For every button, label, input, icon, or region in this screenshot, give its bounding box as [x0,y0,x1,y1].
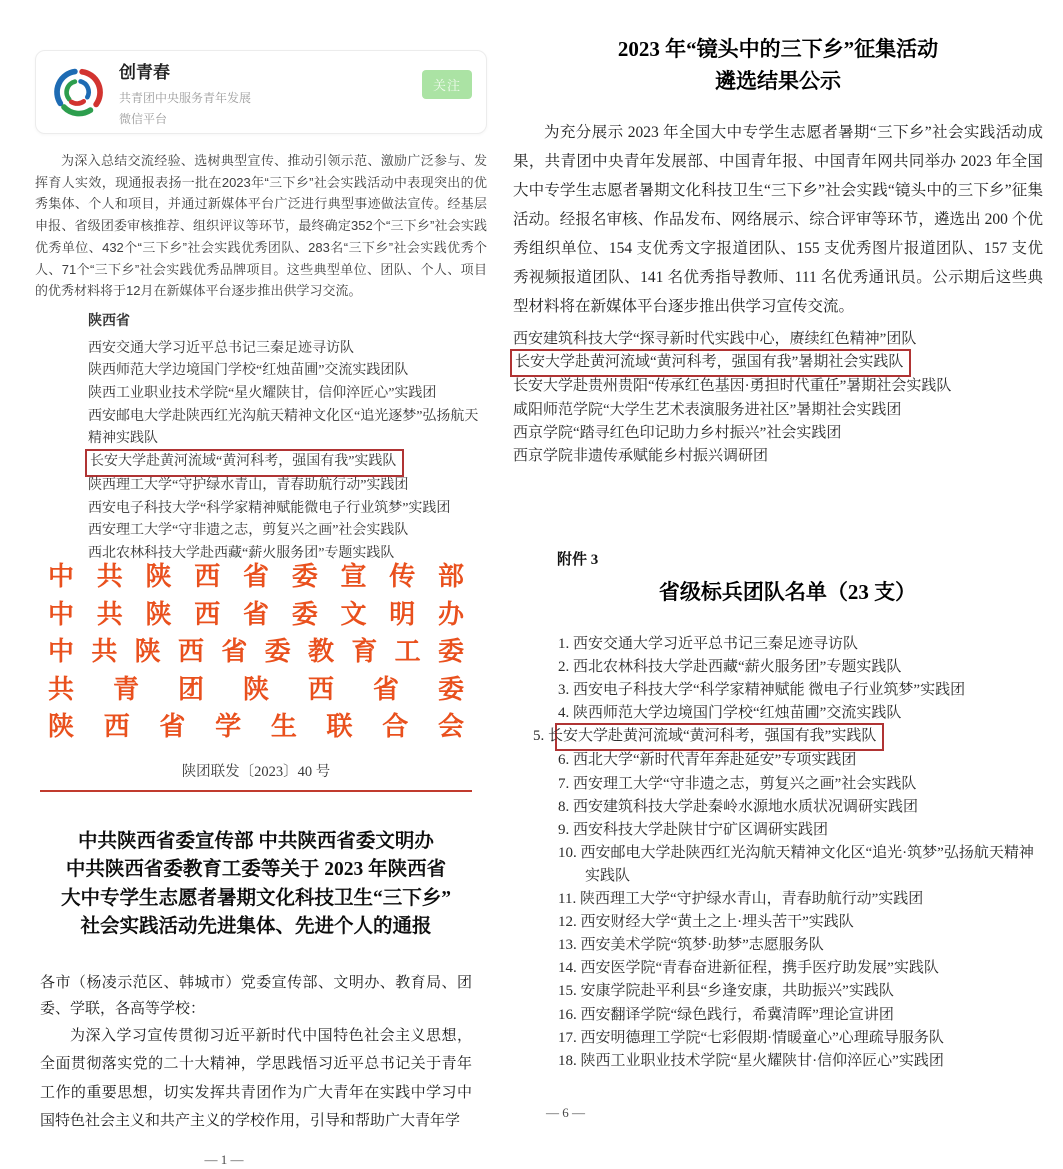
document-title-line: 中共陕西省委宣传部 中共陕西省委文明办 [78,830,434,852]
annex-title: 省级标兵团队名单（23 支） [658,580,917,604]
highlight-box: 长安大学赴黄河流域“黄河科考，强国有我”暑期社会实践队 [510,349,911,377]
list-item: 西安交通大学习近平总书记三秦足迹寻访队 [88,340,354,356]
list-item: 西安邮电大学赴陕西红光沟航天精神文化区“追光逐梦”弘扬航天精神实践队 [88,408,479,447]
province-team-list [88,311,487,566]
highlight-box: 5. 长安大学赴黄河流域“黄河科考，强国有我”实践队 [555,723,884,751]
list-item-highlighted [88,451,487,475]
chuangqingchun-logo-icon [50,64,106,120]
list-item: 西京学院“踏寻红色印记助力乡村振兴”社会实践团 [513,424,842,441]
selection-notice-panel [513,33,1043,468]
document-title-line: 社会实践活动先进集体、先进个人的通报 [80,916,432,937]
list-item: 12. 西安财经大学“黄土之上·埋头苦干”实践队 [558,914,854,931]
list-item: 咸阳师范学院“大学生艺术表演服务进社区”暑期社会实践团 [513,401,902,418]
document-salutation: 各市（杨凌示范区、韩城市）党委宣传部、文明办、教育局、团委、学联，各高等学校： [40,974,472,1017]
highlight-box: 长安大学赴黄河流域“黄河科考，强国有我”实践队 [85,449,404,477]
wechat-article-panel [35,50,487,566]
list-item: 7. 西安理工大学“守非遗之志，剪复兴之画”社会实践队 [558,775,917,792]
account-subtitle: 共青团中央服务青年发展 [119,90,252,105]
list-item: 西京学院非遗传承赋能乡村振兴调研团 [513,448,769,465]
list-item: 18. 陕西工业职业技术学院“星火耀陕甘·信仰淬匠心”实践团 [558,1052,944,1069]
account-name: 创青春 [119,62,170,82]
account-info [119,58,251,127]
red-divider [40,790,472,792]
list-item: 16. 西安翻译学院“绿色践行，希冀清晖”理论宣讲团 [558,1006,894,1023]
list-item-highlighted [513,351,1043,375]
list-item: 6. 西北大学“新时代青年奔赴延安”专项实践团 [558,752,857,769]
list-item: 1. 西安交通大学习近平总书记三秦足迹寻访队 [558,636,859,652]
article-paragraph: 为深入总结交流经验、选树典型宣传、推动引领示范、激励广泛参与、发挥育人实效，现通报表扬一批在2023年“三下乡”社会实践活动中表现突出的优秀集体、个人和项目，并通过新媒体平台广泛进行典型事迹做法宣传。经基层申报、省级团委审核推荐、组织评议等环节，最终确定352个“三下乡”社会实践优秀单位、432个“三下乡”社会实践优秀团队、283名“三下乡”社会实践优秀个人、71个“三下乡”社会实践优秀品牌项目。这些典型单位、团队、个人、项目的优秀材料将于12月在新媒体平台逐步推出供学习交流。 [35,153,487,299]
document-title-line: 大中专学生志愿者暑期文化科技卫生“三下乡” [60,887,451,909]
account-header-card [35,50,487,134]
org-line: 中共陕西省委宣传部 [48,562,464,591]
list-item: 10. 西安邮电大学赴陕西红光沟航天精神文化区“追光·筑梦”弘扬航天精神实践队 [558,844,1034,884]
list-item: 9. 西安科技大学赴陕甘宁矿区调研实践团 [558,821,829,838]
notice-team-list [513,328,1043,468]
page-number: — 1 — [204,1151,244,1167]
list-item: 陕西工业职业技术学院“星火耀陕甘，信仰淬匠心”实践团 [88,386,437,402]
list-item: 11. 陕西理工大学“守护绿水青山，青春助航行动”实践团 [558,891,924,908]
list-item: 西安建筑科技大学“探寻新时代实践中心，赓续红色精神”团队 [513,331,917,347]
list-item: 西安电子科技大学“科学家精神赋能微电子行业筑梦”实践团 [88,500,451,516]
annex-panel [530,548,1045,1121]
list-item-highlighted [533,725,1045,749]
list-item: 陕西师范大学边境国门学校“红烛苗圃”交流实践团队 [88,363,409,379]
follow-button[interactable]: 关注 [422,70,472,99]
annex-label: 附件 3 [557,552,599,568]
list-item: 陕西理工大学“守护绿水青山，青春助航行动”实践团 [88,477,409,493]
list-item: 3. 西安电子科技大学“科学家精神赋能 微电子行业筑梦”实践团 [558,682,966,699]
document-body: 为深入学习宣传贯彻习近平新时代中国特色社会主义思想，全面贯彻落实党的二十大精神，学思践悟习近平总书记关于青年工作的重要思想，切实发挥共青团作为广大青年在实践中学习中国特色社会主义和共产主义的学校作用，引导和帮助广大青年学 [40,1027,472,1129]
annex-team-list [530,633,1045,1073]
notice-title-line2: 遴选结果公示 [715,69,841,93]
document-title-line: 中共陕西省委教育工委等关于 2023 年陕西省 [65,859,447,880]
account-platform: 微信平台 [119,111,168,126]
list-item: 西安理工大学“守非遗之志，剪复兴之画”社会实践队 [88,523,409,539]
org-line: 陕西省学生联合会 [48,712,464,741]
list-item: 8. 西安建筑科技大学赴秦岭水源地水质状况调研实践团 [558,798,919,815]
org-line: 共青团陕西省委 [48,674,464,704]
province-header: 陕西省 [88,313,130,329]
list-item: 17. 西安明德理工学院“七彩假期·情暖童心”心理疏导服务队 [558,1029,944,1046]
org-line: 中共陕西省委文明办 [48,599,464,629]
list-item: 长安大学赴贵州贵阳“传承红色基因·勇担时代重任”暑期社会实践队 [513,378,952,395]
list-item: 14. 西安医学院“青春奋进新征程，携手医疗助发展”实践队 [558,960,939,977]
list-item: 西北农林科技大学赴西藏“薪火服务团”专题实践队 [88,545,395,561]
notice-title [513,33,1043,97]
list-item: 4. 陕西师范大学边境国门学校“红烛苗圃”交流实践队 [558,705,902,722]
document-number: 陕团联发〔2023〕40 号 [181,763,331,780]
page-number: — 6 — [546,1104,585,1120]
red-letterhead-document-panel [40,558,472,1168]
notice-paragraph: 为充分展示 2023 年全国大中专学生志愿者暑期“三下乡”社会实践活动成果，共青团中央青年发展部、中国青年报、中国青年网共同举办 2023 年全国大中专学生志愿者暑期文化科技卫生“三下乡”社会实践“镜头中的三下乡”征集活动。经报名审核、作品发布、网络展示、综合评审等环节，遴选出 200 个优秀组织单位、154 支优秀文字报道团队、155 支优秀图片报道团队、157 支优秀视频报道团队、141 名优秀指导教师、111 名优秀通讯员。公示期后这些典型材料将在新媒体平台逐步推出供学习宣传交流。 [513,124,1043,315]
org-line: 中共陕西省委教育工委 [48,637,464,666]
document-title [40,828,472,942]
issuing-orgs [40,558,472,746]
list-item: 2. 西北农林科技大学赴西藏“薪火服务团”专题实践队 [558,659,902,676]
list-item: 13. 西安美术学院“筑梦·助梦”志愿服务队 [558,937,824,954]
notice-title-line1: 2023 年“镜头中的三下乡”征集活动 [617,37,939,61]
list-item: 15. 安康学院赴平利县“乡逢安康，共助振兴”实践队 [558,983,894,1000]
